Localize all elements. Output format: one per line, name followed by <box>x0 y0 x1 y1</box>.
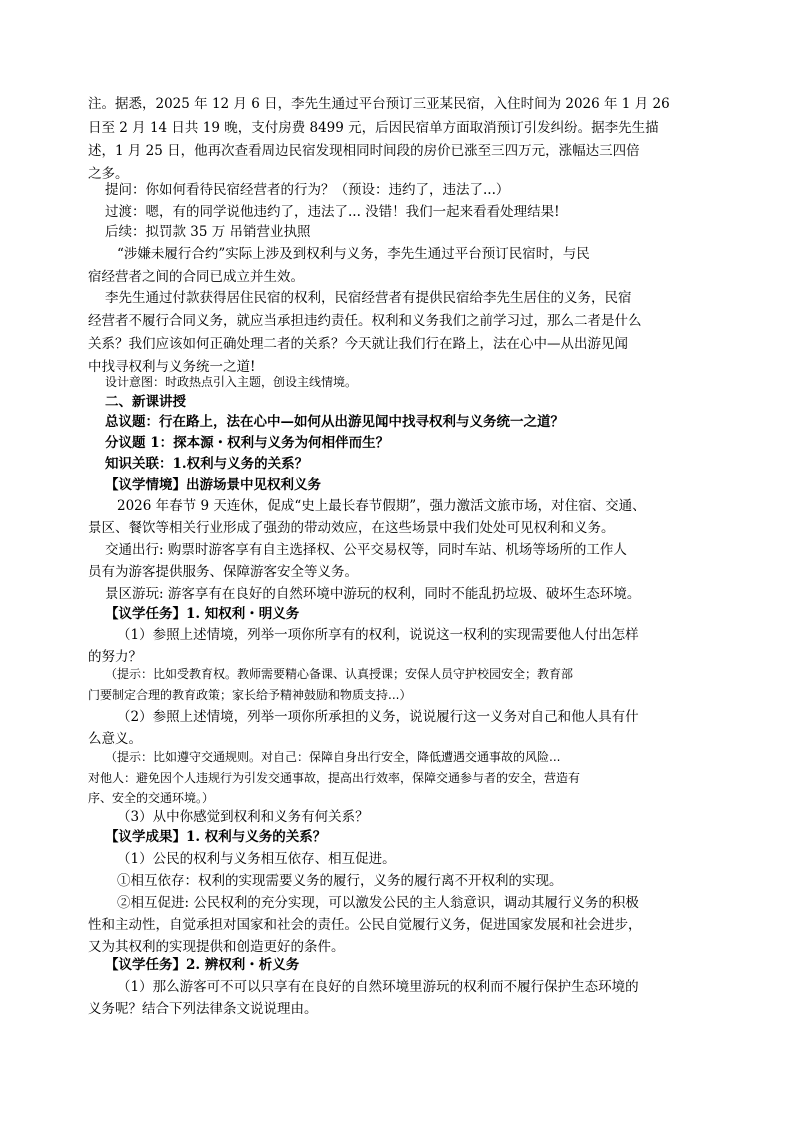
text-line: 经营者不履行合同义务，就应当承担违约责任。权利和义务我们之前学习过，那么二者是什么 <box>88 313 642 329</box>
text-line: 李先生通过付款获得居住民宿的权利，民宿经营者有提供民宿给李先生居住的义务，民宿 <box>105 290 632 306</box>
question-line: 提问：你如何看待民宿经营者的行为？（预设：违约了，违法了...） <box>105 182 510 198</box>
text-line: （1）参照上述情境，列举一项你所享有的权利，说说这一权利的实现需要他人付出怎样 <box>117 627 639 643</box>
transition-line: 过渡：嗯，有的同学说他违约了，违法了... 没错！我们一起来看看处理结果! <box>105 204 560 220</box>
knowledge-link: 知识关联：1.权利与义务的关系？ <box>105 456 309 472</box>
text-line: 述，1 月 25 日，他再次查看周边民宿发现相同时间段的房价已涨至三四万元，涨幅达三四倍 <box>88 143 640 159</box>
hint-line: 门要制定合理的教育政策；家长给予精神鼓励和物质支持...） <box>88 688 412 702</box>
text-line: （1）公民的权利与义务相互依存、相互促进。 <box>117 851 396 867</box>
hint-line: 对他人：避免因个人违规行为引发交通事故，提高出行效率，保障交通参与者的安全，营造有 <box>88 771 581 785</box>
design-intent: 设计意图：时政热点引入主题，创设主线情境。 <box>105 375 358 389</box>
text-line: 注。据悉，2025 年 12 月 6 日，李先生通过平台预订三亚某民宿，入住时间为 2026 年 1 月 26 <box>88 96 670 112</box>
hint-line: 序、安全的交通环境。） <box>88 791 215 805</box>
text-line: （3）从中你感觉到权利和义务有何关系？ <box>117 809 369 825</box>
text-line: ①相互依存：权利的实现需要义务的履行，义务的履行离不开权利的实现。 <box>117 873 563 889</box>
hint-line: （提示：比如遵守交通规则。对自己：保障自身出行安全，降低遭遇交通事故的风险... <box>105 750 561 764</box>
text-line: 关系？我们应该如何正确处理二者的关系？今天就让我们行在路上，法在心中—从出游见闻 <box>88 336 628 352</box>
text-line: 2026 年春节 9 天连休，促成“史上最长春节假期”，强力激活文旅市场，对住宿、交通、 <box>117 498 646 514</box>
text-line: 性和主动性，自觉承担对国家和社会的责任。公民自觉履行义务，促进国家发展和社会进步， <box>88 917 642 933</box>
scenario-heading: 【议学情境】出游场景中见权利义务 <box>105 477 321 493</box>
hint-line: （提示：比如受教育权。教师需要精心备课、认真授课；安保人员守护校园安全；教育部 <box>105 667 574 681</box>
text-line: 之多。 <box>88 166 129 182</box>
text-line: 的努力？ <box>88 649 142 665</box>
text-line: 中找寻权利与义务统一之道! <box>88 359 256 375</box>
text-line: 交通出行: 购票时游客享有自主选择权、公平交易权等，同时车站、机场等场所的工作人 <box>105 542 627 558</box>
sub-topic-heading: 分议题 1：探本源・权利与义务为何相伴而生？ <box>105 435 390 451</box>
main-topic: 总议题：行在路上，法在心中—如何从出游见闻中找寻权利与义务统一之道？ <box>105 414 564 430</box>
section-heading: 二、新课讲授 <box>105 394 186 410</box>
text-line: 景区游玩: 游客享有在良好的自然环境中游玩的权利，同时不能乱扔垃圾、破坏生态环境。 <box>105 586 641 602</box>
text-line: 员有为游客提供服务、保障游客安全等义务。 <box>88 564 358 580</box>
text-line: ②相互促进: 公民权利的充分实现，可以激发公民的主人翁意识，调动其履行义务的积极 <box>117 895 639 911</box>
text-line: “涉嫌未履行合约”实际上涉及到权利与义务，李先生通过平台预订民宿时，与民 <box>117 246 590 262</box>
text-line: 又为其权利的实现提供和创造更好的条件。 <box>88 939 345 955</box>
text-line: 宿经营者之间的合同已成立并生效。 <box>88 269 304 285</box>
text-line: （2）参照上述情境，列举一项你所承担的义务，说说履行这一义务对自己和他人具有什 <box>117 709 639 725</box>
text-line: 日至 2 月 14 日共 19 晚，支付房费 8499 元，后因民宿单方面取消预订引发纠纷。据李先生描 <box>88 120 659 136</box>
text-line: （1）那么游客可不可以只享有在良好的自然环境里游玩的权利而不履行保护生态环境的 <box>117 979 639 995</box>
text-line: 景区、餐饮等相关行业形成了强劲的带动效应，在这些场景中我们处处可见权利和义务。 <box>88 520 615 536</box>
result-heading: 【议学成果】1. 权利与义务的关系？ <box>105 829 327 845</box>
text-line: 么意义。 <box>88 731 142 747</box>
text-line: 义务呢？结合下列法律条文说说理由。 <box>88 1001 318 1017</box>
task-heading: 【议学任务】1. 知权利・明义务 <box>105 606 300 622</box>
follow-up-line: 后续：拟罚款 35 万 吊销营业执照 <box>105 224 311 240</box>
task-heading: 【议学任务】2. 辨权利・析义务 <box>105 957 300 973</box>
